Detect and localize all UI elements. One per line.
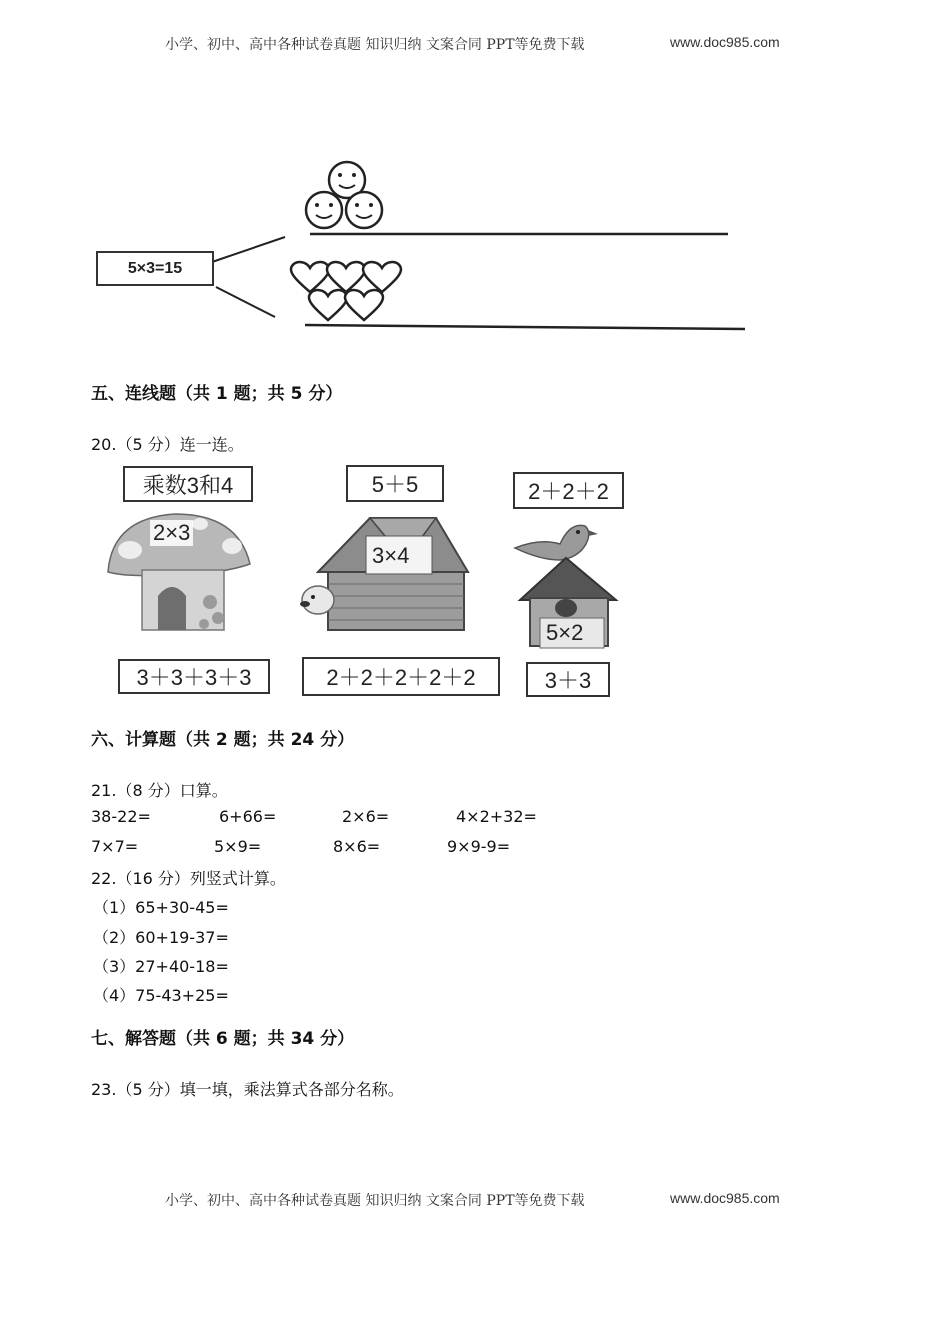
question-22-stem: 22.（16 分）列竖式计算。 [91,869,286,888]
calc-21-4: 4×2+32= [456,807,537,826]
calc-22-3: （3）27+40-18= [93,957,229,976]
header-url: www.doc985.com [670,34,780,50]
calc-21-1: 38-22= [91,807,151,826]
equation-text: 5×3=15 [127,259,183,277]
house-label-1: 2×3 [150,520,193,546]
page-footer [165,1190,585,1210]
footer-url: www.doc985.com [670,1190,780,1206]
hearts-icon [291,262,401,320]
calc-21-7: 8×6= [333,837,381,856]
top-box-1 [123,466,253,502]
calc-22-4: （4）75-43+25= [93,986,229,1005]
equation-diagram [0,150,950,350]
section-title-7: 七、解答题（共 6 题；共 34 分） [91,1029,355,1049]
question-20-stem: 20.（5 分）连一连。 [91,435,244,454]
house-label-3: 5×2 [546,620,584,645]
bottom-box-2 [302,657,500,696]
calc-21-6: 5×9= [214,837,262,856]
header-text: 小学、初中、高中各种试卷真题 知识归纳 文案合同 PPT等免费下载 [165,37,585,53]
calc-21-5: 7×7= [91,837,139,856]
page-header [165,34,585,54]
smiley-faces-icon [306,162,382,228]
bottom-box-1 [118,659,270,694]
footer-url-wrap [670,1190,780,1207]
question-21-stem: 21.（8 分）口算。 [91,781,228,800]
top-box-2 [346,465,444,502]
section-title-6: 六、计算题（共 2 题；共 24 分） [91,730,355,750]
calc-22-2: （2）60+19-37= [93,928,229,947]
calc-21-3: 2×6= [342,807,390,826]
bottom-box-3 [526,662,610,697]
section-title-5: 五、连线题（共 1 题；共 5 分） [91,384,343,404]
calc-22-1: （1）65+30-45= [93,898,229,917]
calc-21-2: 6+66= [219,807,277,826]
top-box-3-text: 2＋2＋2 [528,479,609,504]
calc-21-8: 9×9-9= [447,837,511,856]
bottom-box-2-text: 2＋2＋2＋2＋2 [326,665,476,690]
house-label-2: 3×4 [372,543,410,568]
bottom-box-3-text: 3＋3 [544,668,592,693]
footer-text: 小学、初中、高中各种试卷真题 知识归纳 文案合同 PPT等免费下载 [165,1193,585,1209]
house-pictures [0,500,950,655]
header-url-wrap [670,34,780,51]
dog-house-icon [300,518,468,630]
question-23-stem: 23.（5 分）填一填，乘法算式各部分名称。 [91,1080,404,1099]
top-box-2-text: 5＋5 [371,472,419,497]
bottom-box-1-text: 3＋3＋3＋3 [136,665,252,690]
equation-box [96,251,214,286]
top-box-1-text: 乘数3和4 [142,472,234,498]
